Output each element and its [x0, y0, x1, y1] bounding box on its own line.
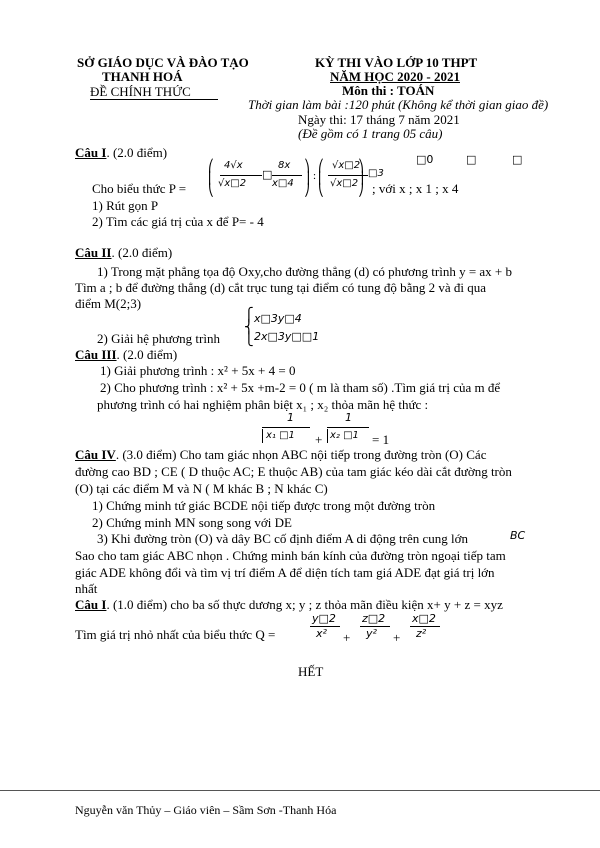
- q3-fr2-abs-left: [327, 429, 328, 443]
- header-pages: (Đề gồm có 1 trang 05 câu): [298, 126, 443, 141]
- q5-plus1: +: [343, 630, 351, 645]
- q2-eq2: 2x□3y□□1: [254, 330, 320, 343]
- end-marker: HẾT: [298, 664, 324, 679]
- footer-author: Nguyễn văn Thủy – Giáo viên – Sầm Sơn -Thanh Hóa: [75, 803, 337, 817]
- q1-f1-bar: [220, 175, 262, 176]
- q1-cond-sym1: □0: [416, 153, 434, 166]
- q1-item2: 2) Tìm các giá trị của x để P= - 4: [92, 214, 264, 229]
- q4-l3: (O) tại các điểm M và N ( M khác B ; N khác C): [75, 481, 328, 496]
- q5-t3-den: z²: [416, 627, 427, 640]
- q1-f3-den: √x□2: [330, 178, 359, 189]
- q1-bracket-right: ⎞ ⎟ ⎠: [358, 159, 364, 197]
- q3-fr2-bar: [327, 427, 369, 428]
- header-department: SỞ GIÁO DỤC VÀ ĐÀO TẠO: [77, 55, 249, 70]
- header-province: THANH HOÁ: [102, 69, 183, 84]
- q1-f1-num: 4√x: [224, 160, 243, 171]
- q1-f2-bar: [272, 175, 302, 176]
- q1-heading: Câu I. (2.0 điểm): [75, 145, 168, 160]
- q3-item2: 2) Cho phương trình : x² + 5x +m-2 = 0 ( m là tham số) .Tìm giá trị của m để: [100, 380, 501, 395]
- q1-f2-num: 8x: [278, 160, 291, 171]
- footer-divider: [0, 790, 600, 791]
- header-official: ĐỀ CHÍNH THỨC: [90, 84, 191, 99]
- header-subject: Môn thi : TOÁN: [342, 83, 435, 98]
- header-time: Thời gian làm bài :120 phút (Không kể thời gian giao đề): [248, 97, 549, 112]
- header-school-year: NĂM HỌC 2020 - 2021: [330, 69, 460, 84]
- q4-heading: Câu IV. (3.0 điểm) Cho tam giác nhọn ABC nội tiếp trong đường tròn (O) Các: [75, 447, 487, 462]
- q3-fr1-abs-left: [262, 429, 263, 443]
- q3-fr1-bar: [262, 427, 310, 428]
- header-exam-title: KỲ THI VÀO LỚP 10 THPT: [315, 55, 478, 70]
- q1-f1-den: √x□2: [218, 178, 247, 189]
- q2-p1: 1) Trong mặt phẳng tọa độ Oxy,cho đường thẳng (d) có phương trình y = ax + b: [97, 264, 513, 279]
- q1-minus3: □3: [368, 168, 384, 179]
- q4-l6: 3) Khi đường tròn (O) và dây BC cố định điểm A di động trên cung lớn: [97, 531, 469, 546]
- q2-brace: ⎧ ⎨ ⎩: [244, 308, 254, 347]
- q5-t3-num: x□2: [412, 612, 436, 625]
- q2-eq1: x□3y□4: [254, 312, 302, 325]
- q1-bracket-mid: ⎞ ⎟ ⎠: [304, 159, 310, 197]
- q5-t1-den: x²: [316, 627, 327, 640]
- q4-l5: 2) Chứng minh MN song song với DE: [92, 515, 292, 530]
- header-underline: [90, 99, 218, 100]
- q4-l7: Sao cho tam giác ABC nhọn . Chứng minh bán kính của đường tròn ngoại tiếp tam: [75, 548, 506, 563]
- q2-p3: điểm M(2;3): [75, 296, 142, 311]
- q1-intro: Cho biểu thức P =: [92, 181, 187, 196]
- q4-arc-bc: BC: [510, 529, 526, 542]
- q4-l2: đường cao BD ; CE ( D thuộc AC; E thuộc AB) của tam giác kéo dài cắt đường tròn: [75, 464, 512, 479]
- q5-t2-den: y²: [366, 627, 377, 640]
- q1-cond-sym3: □: [512, 153, 523, 166]
- q2-p4: 2) Giải hệ phương trình: [97, 331, 220, 346]
- q3-fr2-num: 1: [345, 411, 352, 424]
- q3-fr1-num: 1: [287, 411, 294, 424]
- q2-heading: Câu II. (2.0 điểm): [75, 245, 173, 260]
- q1-cond-sym2: □: [466, 153, 477, 166]
- q1-f3-num: √x□2: [332, 160, 361, 171]
- q1-bracket-left2: ⎛ ⎜ ⎝: [318, 159, 324, 197]
- q3-plus: +: [315, 432, 323, 447]
- q3-heading: Câu III. (2.0 điểm): [75, 347, 178, 362]
- q1-bracket-left: ⎛ ⎜ ⎝: [208, 159, 214, 197]
- q1-condition: ; với x ; x 1 ; x 4: [372, 181, 459, 196]
- q4-l4: 1) Chứng minh tứ giác BCDE nội tiếp được trong một đường tròn: [92, 498, 436, 513]
- q5-plus2: +: [393, 630, 401, 645]
- q1-colon: :: [313, 170, 317, 182]
- q5-heading: Câu I. (1.0 điểm) cho ba số thực dương x; y ; z thỏa mãn điều kiện x+ y + z = xyz: [75, 597, 503, 612]
- q3-item1: 1) Giải phương trình : x² + 5x + 4 = 0: [100, 363, 296, 378]
- q1-op1: □: [262, 168, 273, 181]
- q4-l8: giác ADE không đổi và tìm vị trí điểm A để diện tích tam giá ADE đạt giá trị lớn: [75, 565, 495, 580]
- q5-t1-num: y□2: [312, 612, 336, 625]
- q4-l9: nhất: [75, 581, 98, 596]
- header-date: Ngày thi: 17 tháng 7 năm 2021: [298, 112, 460, 127]
- q3-item2b: phương trình có hai nghiệm phân biệt x₁ ; x₂ thỏa mãn hệ thức :: [97, 397, 429, 412]
- q3-fr1-den: x₁ □1: [266, 430, 295, 441]
- q1-item1: 1) Rút gọn P: [92, 198, 159, 213]
- q5-t2-num: z□2: [362, 612, 386, 625]
- q3-fr2-den: x₂ □1: [330, 430, 359, 441]
- q1-f2-den: x□4: [272, 178, 294, 189]
- q3-equals: = 1: [372, 432, 390, 447]
- q5-l2: Tìm giá trị nhỏ nhất của biểu thức Q =: [75, 627, 276, 642]
- q2-p2: Tìm a ; b để đường thẳng (d) cắt trục tung tại điểm có tung độ bằng 2 và đi qua: [75, 280, 487, 295]
